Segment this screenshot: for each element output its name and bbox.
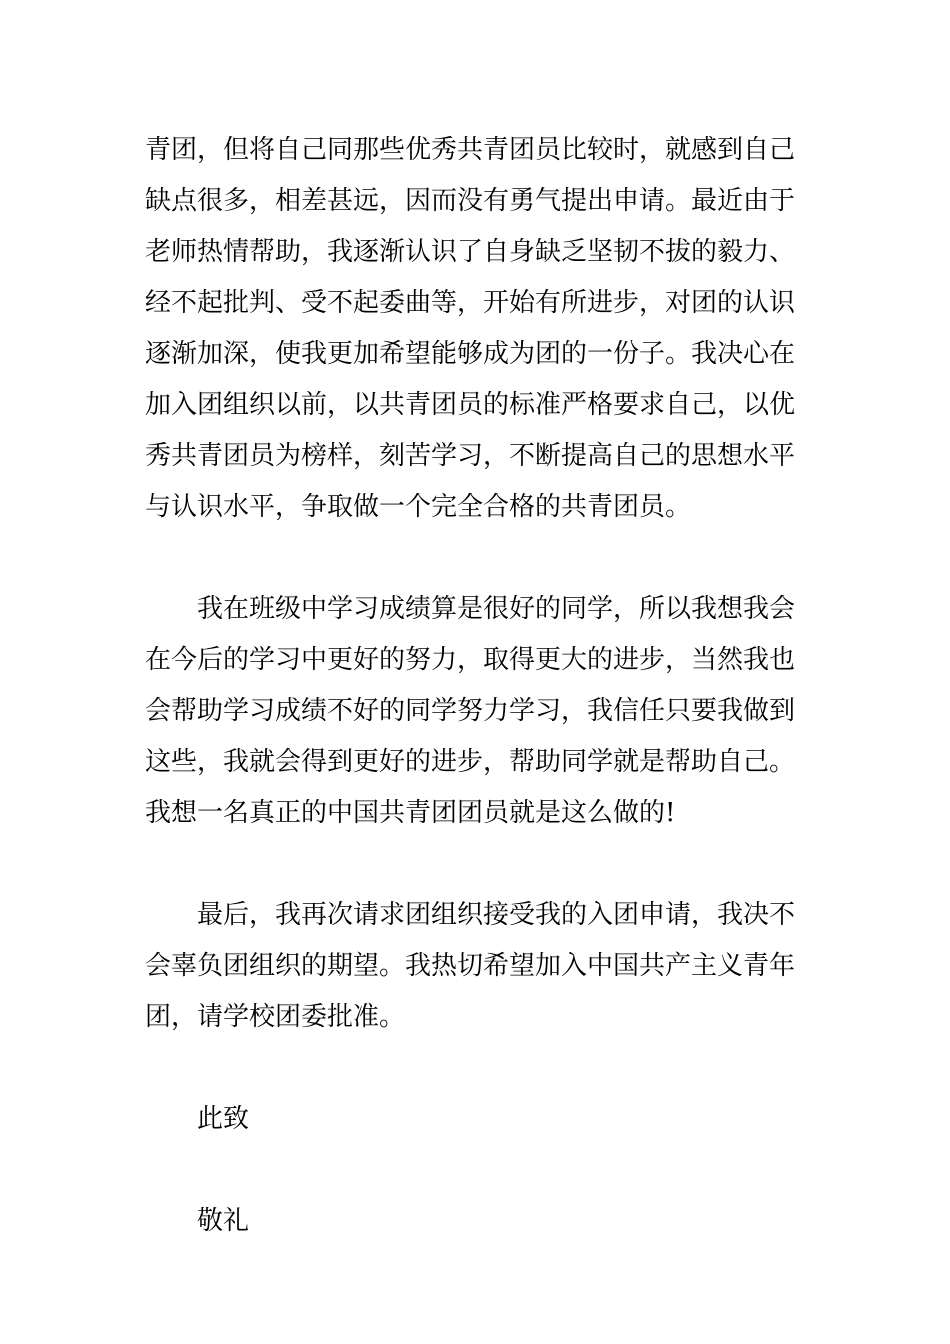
paragraph-1-line-4: 经不起批判、受不起委曲等，开始有所进步，对团的认识 bbox=[145, 288, 796, 318]
paragraph-2-line-3: 会帮助学习成绩不好的同学努力学习，我信任只要我做到 bbox=[145, 696, 796, 726]
paragraph-2-line-1: 我在班级中学习成绩算是很好的同学，所以我想我会 bbox=[197, 594, 796, 624]
paragraph-3-line-2: 会辜负团组织的期望。我热切希望加入中国共产主义青年 bbox=[145, 951, 796, 981]
paragraph-3-line-1: 最后，我再次请求团组织接受我的入团申请，我决不 bbox=[197, 900, 796, 930]
paragraph-1-line-8: 与认识水平，争取做一个完全合格的共青团员。 bbox=[145, 492, 692, 522]
paragraph-2-line-5: 我想一名真正的中国共青团团员就是这么做的! bbox=[145, 798, 676, 828]
paragraph-2-line-2: 在今后的学习中更好的努力，取得更大的进步，当然我也 bbox=[145, 645, 796, 675]
paragraph-1-line-3: 老师热情帮助，我逐渐认识了自身缺乏坚韧不拔的毅力、 bbox=[145, 237, 796, 267]
paragraph-1-line-5: 逐渐加深，使我更加希望能够成为团的一份子。我决心在 bbox=[145, 339, 796, 369]
closing-regards: 敬礼 bbox=[197, 1206, 250, 1236]
paragraph-1-line-6: 加入团组织以前，以共青团员的标准严格要求自己，以优 bbox=[145, 390, 796, 420]
closing-salutation: 此致 bbox=[197, 1104, 250, 1134]
paragraph-1-line-7: 秀共青团员为榜样，刻苦学习，不断提高自己的思想水平 bbox=[145, 441, 796, 471]
paragraph-2-line-4: 这些，我就会得到更好的进步，帮助同学就是帮助自己。 bbox=[145, 747, 796, 777]
paragraph-1-line-1: 青团，但将自己同那些优秀共青团员比较时，就感到自己 bbox=[145, 135, 796, 165]
paragraph-3-line-3: 团，请学校团委批准。 bbox=[145, 1002, 406, 1032]
paragraph-1-line-2: 缺点很多，相差甚远，因而没有勇气提出申请。最近由于 bbox=[145, 186, 796, 216]
